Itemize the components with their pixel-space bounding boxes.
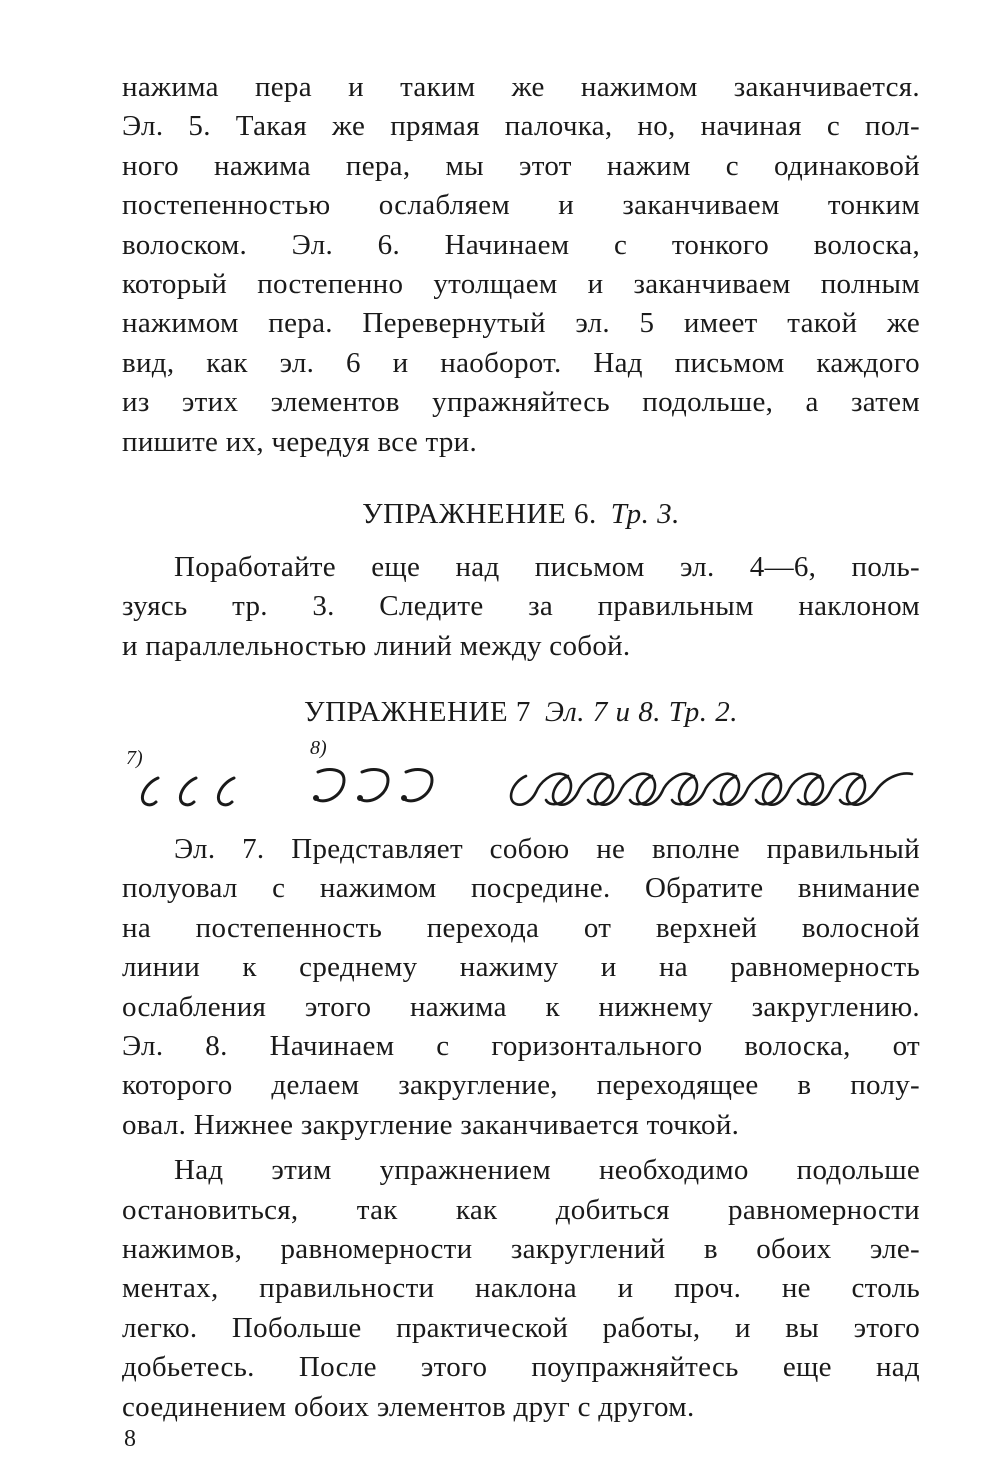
text-line: который постепенно утолщаем и заканчиваем полным (122, 267, 920, 300)
exercise-7-title: УПРАЖНЕНИЕ 7 (304, 696, 531, 729)
text-line: Эл. 8. Начинаем с горизонтального волоска, от (122, 1030, 920, 1063)
text-line: которого делаем закругление, переходящее в полу- (122, 1069, 920, 1102)
text-line: соединением обоих элементов друг с другом. (122, 1390, 695, 1423)
text-line: нажимов, равномерности закруглений в обоих эле- (122, 1232, 920, 1265)
text-line: зуясь тр. 3. Следите за правильным наклоном (122, 590, 920, 623)
paragraph-elements-7-8 (122, 830, 920, 1145)
exercise-6-title: УПРАЖНЕНИЕ 6. (362, 497, 597, 530)
text-line: полуовал с нажимом посредине. Обратите внимание (122, 872, 920, 905)
paragraph-elements-5-6 (122, 68, 920, 462)
text-line: нажима пера и таким же нажимом заканчивается. (122, 71, 920, 103)
exercise-7-ref: Эл. 7 и 8. Тр. 2. (544, 696, 738, 729)
text-line: и параллельностью линий между собой. (122, 629, 631, 662)
text-line: ослабления этого нажима к нижнему закруглению. (122, 990, 920, 1023)
element-8-label: 8) (310, 738, 327, 760)
text-line: ментах, правильности наклона и проч. не столь (122, 1272, 920, 1305)
text-line: добьетесь. После этого поупражняйтесь еще над (122, 1351, 920, 1384)
paragraph-practice-advice (122, 1151, 920, 1427)
page-number: 8 (124, 1426, 136, 1452)
text-line: на постепенность перехода от верхней волосной (122, 911, 920, 944)
text-line: вид, как эл. 6 и наоборот. Над письмом каждого (122, 346, 920, 379)
page-body (122, 68, 920, 1427)
calligraphy-sample (122, 738, 920, 818)
text-line: нажимом пера. Перевернутый эл. 5 имеет такой же (122, 307, 920, 340)
calligraphy-sample-image (122, 738, 920, 818)
text-line: из этих элементов упражняйтесь подольше, а затем (122, 386, 920, 419)
text-line: линии к среднему нажиму и на равномерность (122, 951, 920, 984)
text-line: Эл. 5. Такая же прямая палочка, но, начиная с пол- (122, 110, 920, 143)
text-line: остановиться, так как добиться равномерности (122, 1193, 920, 1226)
text-line: Над этим упражнением необходимо подольше (174, 1154, 920, 1187)
text-line: постепенностью ослабляем и заканчиваем тонким (122, 189, 920, 222)
text-line: пишите их, чередуя все три. (122, 425, 478, 458)
text-line: Эл. 7. Представляет собою не вполне правильный (174, 833, 920, 866)
exercise-7-heading (122, 692, 920, 732)
paragraph-exercise-6 (122, 548, 920, 666)
exercise-6-ref: Тр. 3. (610, 497, 680, 530)
text-line: волоском. Эл. 6. Начинаем с тонкого волоска, (122, 228, 920, 261)
element-7-strokes (142, 778, 234, 805)
text-line: ного нажима пера, мы этот нажим с одинаковой (122, 149, 920, 182)
text-line: Поработайте еще над письмом эл. 4—6, поль- (174, 550, 920, 583)
combined-elements-strokes (511, 774, 912, 805)
text-line: легко. Побольше практической работы, и вы этого (122, 1311, 920, 1344)
text-line: овал. Нижнее закругление заканчивается точкой. (122, 1108, 740, 1141)
exercise-6-heading (122, 494, 920, 534)
element-8-strokes (314, 770, 433, 801)
element-7-label: 7) (126, 747, 143, 770)
